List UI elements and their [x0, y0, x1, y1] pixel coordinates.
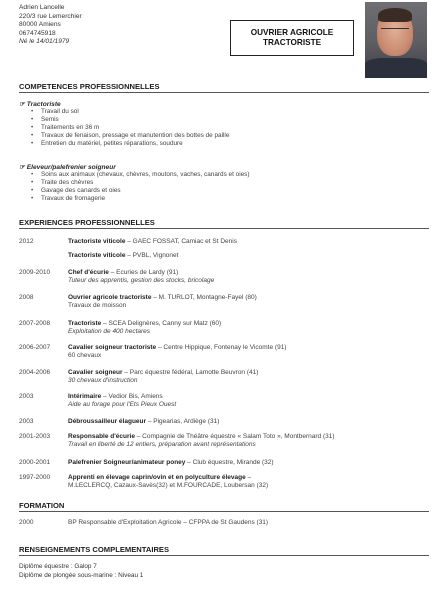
- section-rule-experiences: [19, 228, 429, 229]
- section-rule-formation: [19, 511, 429, 512]
- section-rule-renseignements: [19, 555, 429, 556]
- experience-role: Chef d'écurie: [68, 269, 109, 276]
- experience-role: Ouvrier agricole tractoriste: [68, 294, 152, 301]
- section-heading-competences: COMPETENCES PROFESSIONNELLES: [19, 82, 160, 91]
- experience-date: 2006-2007: [19, 344, 51, 351]
- list-item: Diplôme équestre : Galop 7: [19, 563, 97, 570]
- contact-phone: 0674745918: [19, 29, 56, 37]
- experience-role: Responsable d'écurie: [68, 433, 135, 440]
- list-item: • Travaux de fenaison, pressage et manutention des bottes de paille: [31, 132, 229, 140]
- contact-name: Adrien Lancelle: [19, 4, 65, 11]
- experience-role: Tractoriste viticole: [68, 252, 126, 259]
- experience-note: 30 chevaux d'instruction: [68, 377, 138, 385]
- experience-org: – M. TURLOT, Montagne-Fayel (80): [151, 294, 257, 301]
- experience-note: Travail en liberté de 12 entiers, préparation avant représentations: [68, 441, 256, 449]
- experience-date: 2012: [19, 238, 34, 245]
- experience-role: Cavalier soigneur: [68, 369, 123, 376]
- experience-org: – SCEA Delignères, Canny sur Matz (60): [101, 320, 222, 327]
- skill-group-title: ☞ Eleveur/palefrenier soigneur: [19, 164, 116, 171]
- experience-note: Exploitation de 400 hectares: [68, 328, 151, 336]
- contact-dob: Né le 14/01/1979: [19, 38, 70, 46]
- list-item: • Travail du sol: [31, 108, 229, 116]
- skill-group-title: ☞ Tractoriste: [19, 101, 61, 108]
- list-item: • Soins aux animaux (chevaux, chèvres, moutons, vaches, canards et oies): [31, 171, 250, 179]
- contact-block: [19, 4, 82, 47]
- formation-text: BP Responsable d'Exploitation Agricole – CFPPA de St Gaudens (31): [68, 519, 269, 526]
- formation-date: 2000: [19, 519, 34, 526]
- list-item: • Traitements en 36 m: [31, 124, 229, 132]
- experience-date: 2008: [19, 294, 34, 301]
- experience-role: Intérimaire: [68, 393, 102, 400]
- job-title-line1: OUVRIER AGRICOLE: [250, 27, 334, 37]
- section-heading-renseignements: RENSEIGNEMENTS COMPLEMENTAIRES: [19, 545, 170, 554]
- experience-date: 1997-2000: [19, 474, 51, 481]
- profile-photo: [365, 2, 427, 78]
- experience-date: 2003: [19, 393, 34, 400]
- contact-street: 220/3 rue Lemerchier: [19, 12, 82, 20]
- experience-role: Apprenti en élevage caprin/ovin et en polyculture élevage: [68, 474, 246, 481]
- list-item: Diplôme de plongée sous-marine : Niveau 1: [19, 572, 144, 579]
- skill-list: [31, 171, 250, 203]
- experience-date: 2004-2006: [19, 369, 51, 376]
- experience-note: Aide au forage pour l'Ets Pieux Ouest: [68, 401, 177, 409]
- contact-city: 80000 Amiens: [19, 21, 61, 29]
- section-rule-competences: [19, 92, 429, 93]
- experience-date: 2000-2001: [19, 459, 51, 466]
- experience-role: Cavalier soigneur tractoriste: [68, 344, 157, 351]
- experience-org: – Vedior Bis, Amiens: [101, 393, 163, 400]
- list-item: • Travaux de fromagerie: [31, 195, 250, 203]
- section-heading-formation: FORMATION: [19, 501, 65, 510]
- experience-org: – Club équestre, Mirande (32): [185, 459, 274, 466]
- experience-role: Tractoriste: [68, 320, 102, 327]
- photo-shirt: [365, 58, 427, 78]
- experience-role: Tractoriste viticole: [68, 238, 126, 245]
- list-item: • Traite des chèvres: [31, 179, 250, 187]
- experience-date: 2001-2003: [19, 433, 51, 440]
- skill-list: [31, 108, 229, 148]
- experience-date: 2003: [19, 418, 34, 425]
- list-item: • Entretien du matériel, petites réparations, soudure: [31, 140, 229, 148]
- experience-note: Travaux de moisson: [68, 302, 127, 310]
- experience-note: M.LECLERCQ, Cazaux-Savès(32) et M.FOURCADE, Loubersan (32): [68, 482, 269, 490]
- job-title-line2: TRACTORISTE: [262, 38, 322, 47]
- experience-date: 2007-2008: [19, 320, 51, 327]
- experience-org: –: [245, 474, 252, 481]
- experience-role: Débroussailleur élagueur: [68, 418, 147, 425]
- experience-org: – Ecuries de Lardy (91): [108, 269, 179, 276]
- photo-glasses: [381, 28, 409, 35]
- experience-role: Palefrenier Soigneur/animateur poney: [68, 459, 186, 466]
- experience-note: 60 chevaux: [68, 352, 102, 360]
- photo-hair: [378, 8, 412, 22]
- experience-date: 2009-2010: [19, 269, 51, 276]
- experience-org: – Compagnie de Théâtre équestre « Salam Toto », Montbernard (31): [134, 433, 335, 440]
- experience-note: Tuteur des apprentis, gestion des stocks, bricolage: [68, 277, 215, 285]
- experience-org: – Pigearias, Ardiège (31): [146, 418, 220, 425]
- experience-org: – PVBL, Vignonet: [125, 252, 179, 259]
- experience-org: – Parc équestre fédéral, Lamotte Beuvron (41): [122, 369, 259, 376]
- experience-org: – Centre Hippique, Fontenay le Vicomte (91): [156, 344, 287, 351]
- section-heading-experiences: EXPERIENCES PROFESSIONNELLES: [19, 218, 155, 227]
- list-item: • Gavage des canards et oies: [31, 187, 250, 195]
- experience-org: – GAEC FOSSAT, Camiac et St Denis: [125, 238, 237, 245]
- list-item: • Semis: [31, 116, 229, 124]
- job-title-box: [230, 20, 354, 56]
